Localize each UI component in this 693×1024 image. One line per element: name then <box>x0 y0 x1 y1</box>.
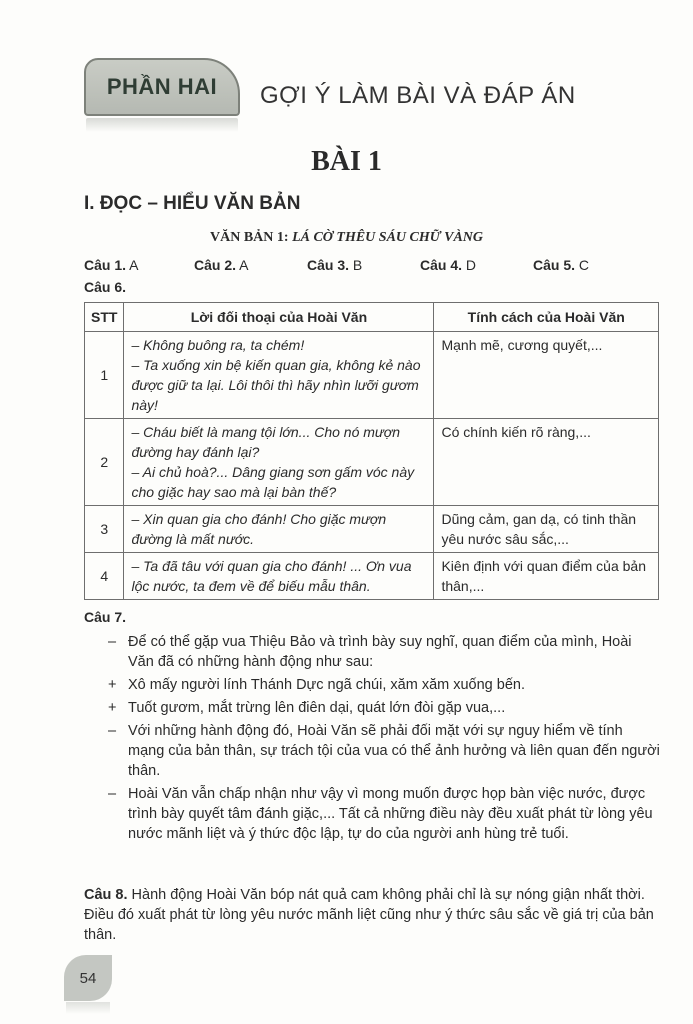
answer-value: A <box>129 257 139 273</box>
row-stt: 1 <box>85 332 124 419</box>
list-item <box>108 721 660 781</box>
answer-item <box>84 257 138 273</box>
row-stt: 3 <box>85 506 124 553</box>
list-item-text: Xô mấy người lính Thánh Dực ngã chúi, xăm xăm xuống bến. <box>128 677 526 693</box>
lesson-title: BÀI 1 <box>311 146 382 177</box>
question-6-label: Câu 6. <box>84 279 127 295</box>
dialog-line: – Cháu biết là mang tội lớn... Cho nó mượn đường hay đánh lại? <box>131 424 401 460</box>
list-item <box>108 675 660 695</box>
dialog-table <box>84 302 659 600</box>
row-stt: 4 <box>85 553 124 600</box>
page-badge-reflection <box>66 1002 110 1014</box>
answer-label: Câu 3. <box>307 257 350 273</box>
table-row <box>85 553 659 600</box>
part-tab-reflection <box>86 118 238 132</box>
plus-bullet: + <box>108 677 117 693</box>
answer-item <box>194 257 248 273</box>
answer-label: Câu 2. <box>194 257 237 273</box>
header-stt: STT <box>85 303 124 332</box>
text-title <box>0 230 693 246</box>
dialog-line: – Ta đã tâu với quan gia cho đánh! ... Ơn vua lộc nước, ta đem về để biếu mẫu thân. <box>131 558 412 594</box>
plus-bullet: + <box>108 700 117 716</box>
row-stt: 2 <box>85 419 124 506</box>
dash-bullet: – <box>108 723 117 739</box>
answer-value: D <box>465 257 477 273</box>
list-item <box>108 784 660 844</box>
row-dialog <box>124 553 434 600</box>
part-title: GỢI Ý LÀM BÀI VÀ ĐÁP ÁN <box>260 82 576 109</box>
question-8-label: Câu 8. <box>84 887 128 903</box>
row-dialog <box>124 332 434 419</box>
answer-item <box>307 257 362 273</box>
dash-bullet: – <box>108 786 117 802</box>
dialog-line: – Không buông ra, ta chém! <box>131 337 305 353</box>
row-trait: Mạnh mẽ, cương quyết,... <box>434 332 659 419</box>
row-dialog <box>124 419 434 506</box>
answer-label: Câu 5. <box>533 257 576 273</box>
part-label-tab <box>84 58 240 116</box>
question-8-answer <box>84 885 660 945</box>
page-number-badge <box>64 955 112 1001</box>
list-item-text: Tuốt gươm, mắt trừng lên điên dại, quát lớn đòi gặp vua,... <box>128 700 506 716</box>
answer-label: Câu 4. <box>420 257 463 273</box>
answer-value: C <box>578 257 590 273</box>
list-item <box>108 632 660 672</box>
dialog-line: – Ta xuống xin bệ kiến quan gia, không kẻ nào được giữ ta lại. Lôi thôi thì hãy nhìn lưỡi gươm này! <box>131 357 421 413</box>
question-7-answer <box>108 632 660 847</box>
row-trait: Có chính kiến rõ ràng,... <box>434 419 659 506</box>
list-item <box>108 698 660 718</box>
row-dialog <box>124 506 434 553</box>
header-trait: Tính cách của Hoài Văn <box>434 303 659 332</box>
answer-value: A <box>239 257 249 273</box>
table-header-row <box>85 303 659 332</box>
answer-item <box>533 257 589 273</box>
answer-item <box>420 257 476 273</box>
row-trait: Dũng cảm, gan dạ, có tinh thần yêu nước sâu sắc,... <box>434 506 659 553</box>
table-row <box>85 332 659 419</box>
dialog-line: – Ai chủ hoà?... Dâng giang sơn gấm vóc này cho giặc hay sao mà lại bàn thế? <box>131 464 415 500</box>
list-item-text: Để có thể gặp vua Thiệu Bảo và trình bày suy nghĩ, quan điểm của mình, Hoài Văn đã có những hành động như sau: <box>128 634 632 670</box>
dialog-line: – Xin quan gia cho đánh! Cho giặc mượn đường là mất nước. <box>131 511 387 547</box>
table-row <box>85 506 659 553</box>
row-trait: Kiên định với quan điểm của bản thân,... <box>434 553 659 600</box>
list-item-text: Với những hành động đó, Hoài Văn sẽ phải đối mặt với sự nguy hiểm về tính mạng của bản thân, sự trách tội của vua có thể ảnh hưởng và liên quan đến người thân. <box>128 723 660 779</box>
answer-value: B <box>352 257 363 273</box>
table-row <box>85 419 659 506</box>
header-dialog: Lời đối thoại của Hoài Văn <box>124 303 434 332</box>
section-heading: I. ĐỌC – HIỂU VĂN BẢN <box>84 193 301 214</box>
dash-bullet: – <box>108 634 117 650</box>
text-title-prefix: VĂN BẢN 1: <box>210 230 293 245</box>
page-number: 54 <box>79 969 97 987</box>
text-title-name: LÁ CỜ THÊU SÁU CHỮ VÀNG <box>292 230 483 245</box>
question-8-text: Hành động Hoài Văn bóp nát quả cam không phải chỉ là sự nóng giận nhất thời. Điều đó xuất phát từ lòng yêu nước mãnh liệt cũng như ý thức sâu sắc về giá trị của bản thân. <box>84 887 654 943</box>
part-label: PHẦN HAI <box>106 74 218 99</box>
question-7-label: Câu 7. <box>84 609 127 625</box>
answer-label: Câu 1. <box>84 257 127 273</box>
list-item-text: Hoài Văn vẫn chấp nhận như vậy vì mong muốn được họp bàn việc nước, được trình bày quyết tâm đánh giặc,... Tất cả những điều này đều xuất phát từ lòng yêu nước mãnh liệt và ý thức độc lập, tự do của người anh hùng trẻ tuổi. <box>128 786 653 842</box>
